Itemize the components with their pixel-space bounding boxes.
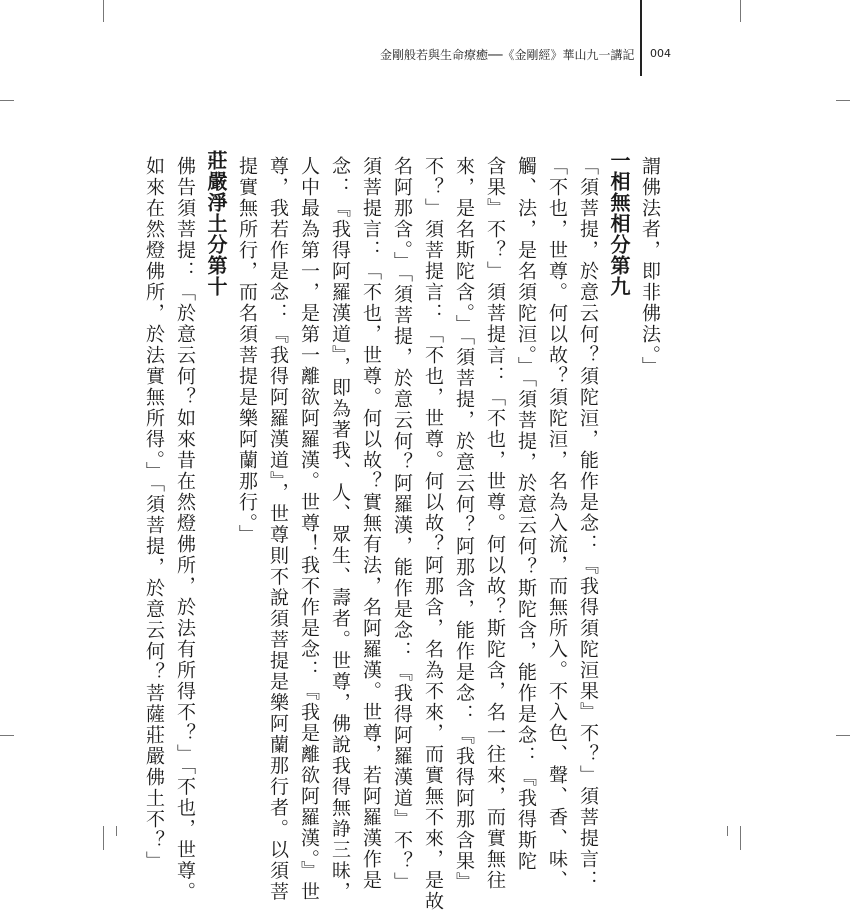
text-column: 名阿那含。」「須菩提，於意云何？阿羅漢，能作是念：『我得阿羅漢道』不？」 (391, 156, 413, 893)
text-column: 人中最為第一，是第一離欲阿羅漢。世尊！我不作是念：『我是離欲阿羅漢。』世 (298, 156, 320, 903)
text-column: 不？」須菩提言：「不也，世尊。何以故？阿那含，名為不來，而實無不來，是故 (422, 156, 444, 912)
text-column: 尊，我若作是念：『我得阿羅漢道』，世尊則不說須菩提是樂阿蘭那行者。以須菩 (267, 156, 289, 903)
crop-mark (740, 826, 741, 850)
crop-mark (103, 0, 104, 22)
crop-mark (0, 735, 14, 736)
crop-mark (727, 826, 728, 836)
text-column: 來，是名斯陀含。」「須菩提，於意云何？阿那含，能作是念：『我得阿那含果』 (453, 156, 475, 893)
crop-mark (836, 735, 850, 736)
text-column: 念：『我得阿羅漢道』，即為著我、人、眾生、壽者。世尊，佛說我得無諍三昧， (329, 156, 351, 903)
page-number: 004 (650, 47, 671, 60)
crop-mark (103, 826, 104, 850)
text-column: 含果』不？」須菩提言：「不也，世尊。何以故？斯陀含，名一往來，而實無往 (484, 156, 506, 891)
text-column: 謂佛法者，即非佛法。」 (639, 156, 661, 378)
text-column: 「須菩提，於意云何？須陀洹，能作是念：『我得須陀洹果』不？」須菩提言： (577, 156, 599, 891)
text-column: 提實無所行，而名須菩提是樂阿蘭那行。」 (236, 156, 258, 546)
text-column: 佛告須菩提：「於意云何？如來昔在然燈佛所，於法有所得不？」「不也，世尊。 (174, 156, 196, 903)
crop-mark (116, 826, 117, 836)
text-column: 「不也，世尊。何以故？須陀洹，名為入流，而無所入。不入色、聲、香、味、 (546, 156, 568, 891)
section-heading: 一相無相分第九 (607, 150, 631, 297)
text-column: 須菩提言：「不也，世尊。何以故？實無有法，名阿羅漢。世尊，若阿羅漢作是 (360, 156, 382, 891)
crop-mark (740, 0, 741, 22)
section-heading: 莊嚴淨土分第十 (204, 150, 228, 297)
crop-mark (0, 100, 14, 101)
crop-mark (836, 100, 850, 101)
text-column: 如來在然燈佛所，於法實無所得。」「須菩提，於意云何？菩薩莊嚴佛土不？」 (143, 156, 165, 872)
running-title: 金剛般若與生命療癒──《金剛經》華山九一講記 (380, 48, 635, 62)
header-rule (640, 0, 642, 76)
text-column: 觸、法，是名須陀洹。」「須菩提，於意云何？斯陀含，能作是念：『我得斯陀 (515, 156, 537, 872)
